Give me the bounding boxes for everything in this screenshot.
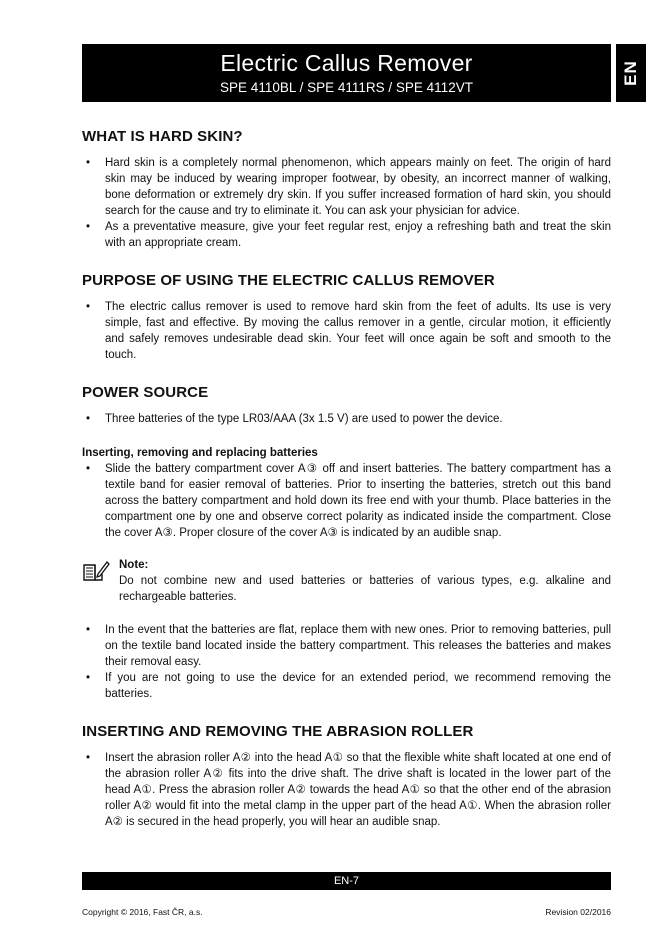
section-power-source [82, 383, 611, 702]
list-item: • If you are not going to use the device for an extended period, we recommend removing the batteries. [82, 670, 611, 702]
bullet-list [82, 750, 611, 830]
section-heading: PURPOSE OF USING THE ELECTRIC CALLUS REMOVER [82, 272, 495, 289]
section-abrasion-roller [82, 722, 611, 830]
language-tab [616, 44, 646, 102]
language-code: EN [621, 60, 640, 86]
bullet-list [82, 622, 611, 702]
section-heading: POWER SOURCE [82, 384, 209, 401]
subsection-heading: Inserting, removing and replacing batteries [82, 447, 318, 459]
document-title: Electric Callus Remover [220, 50, 473, 76]
page-number: EN-7 [333, 875, 360, 887]
copyright-text: Copyright © 2016, Fast ČR, a.s. [82, 907, 203, 917]
note-title: Note: [119, 559, 149, 571]
list-item: • Hard skin is a completely normal phenomenon, which appears mainly on feet. The origin of hard skin may be induced by wearing improper footwear, by obesity, an incorrect manner of walking, bone deformation or extremely dry skin. If you suffer increased formation of hard skin, you should search for the cause and try to eliminate it. You can ask your physician for advice. [82, 155, 611, 219]
document-body [82, 127, 611, 850]
note-box [82, 557, 611, 605]
list-item: • In the event that the batteries are flat, replace them with new ones. Prior to removing batteries, pull on the textile band located inside the battery compartment. This releases the batteries and makes their removal easy. [82, 622, 611, 670]
book-note-icon [82, 559, 110, 583]
bullet-list [82, 411, 611, 427]
list-item: • Insert the abrasion roller A② into the head A① so that the flexible white shaft located at one end of the abrasion roller A② fits into the drive shaft. The drive shaft is located in the lower part of the head A①. Press the abrasion roller A② towards the head A① so that the other end of the abrasion roller A② would fit into the metal clamp in the upper part of the head A①. When the abrasion roller A② is secured in the head properly, you will hear an audible snap. [82, 750, 611, 830]
title-bar [82, 44, 611, 102]
section-heading: WHAT IS HARD SKIN? [82, 128, 243, 145]
bullet-list [82, 299, 611, 363]
model-numbers: SPE 4110BL / SPE 4111RS / SPE 4112VT [220, 80, 473, 95]
page-number-bar [82, 872, 611, 890]
battery-subsection [82, 445, 611, 541]
section-heading: INSERTING AND REMOVING THE ABRASION ROLLER [82, 723, 474, 740]
list-item: • The electric callus remover is used to remove hard skin from the feet of adults. Its use is very simple, fast and effective. By moving the callus remover in a gentle, circular motion, it efficiently and safely removes undesirable dead skin. Your feet will once again be soft and smooth to the touch. [82, 299, 611, 363]
list-item: • Three batteries of the type LR03/AAA (3x 1.5 V) are used to power the device. [82, 411, 611, 427]
bullet-list [82, 155, 611, 251]
list-item: • As a preventative measure, give your feet regular rest, enjoy a refreshing bath and treat the skin with an appropriate cream. [82, 219, 611, 251]
bullet-list [82, 461, 611, 541]
revision-text: Revision 02/2016 [545, 907, 611, 917]
note-text: Do not combine new and used batteries or batteries of various types, e.g. alkaline and rechargeable batteries. [119, 575, 611, 603]
section-hard-skin [82, 127, 611, 251]
section-purpose [82, 271, 611, 363]
list-item: • Slide the battery compartment cover A③ off and insert batteries. The battery compartment has a textile band for easier removal of batteries. Prior to inserting the batteries, stretch out this band across the battery compartment and hold down its free end with your thumb. Place batteries in the compartment one by one and observe correct polarity as indicated inside the compartment. Close the cover A③. Proper closure of the cover A③ is indicated by an audible snap. [82, 461, 611, 541]
